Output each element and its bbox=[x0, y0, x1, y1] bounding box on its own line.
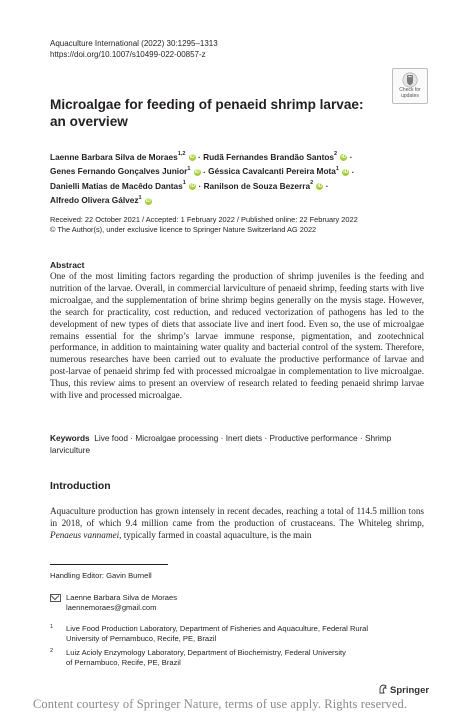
author-name: Rudã Fernandes Brandão Santos bbox=[203, 151, 335, 162]
author-separator: · bbox=[203, 166, 206, 177]
affiliation-number: 1 bbox=[50, 624, 54, 630]
springer-horse-icon bbox=[378, 684, 388, 694]
author-affiliation-mark: 1 bbox=[187, 165, 191, 172]
author-name: Alfredo Olivera Gálvez bbox=[50, 195, 139, 206]
affiliation-number: 2 bbox=[50, 648, 54, 654]
abstract-body: One of the most limiting factors regarding the production of shrimp juveniles is the feeding and nutrition of the larvae. Overall, in commercial larviculture of penaeid shrimp, feeding starts with live microalgae, and the supplementation of brine shrimp begins generally on the mysis stage. However, the search for practicality, cost reduction, and reduced vectorization of pathogens has led to the development of new types of diets that associate live and inert food. Even so, the use of microalgae remains essential for the shrimp’s larvae immune response, pigmentation, and zootechnical performance, in addition to maintaining water quality and bacterial control of the system. Therefore, numerous researches have been carried out to evaluate the productive performance of larvae and post-larvae of penaeid shrimp fed with processed microalgae in complementation to live microalgae. Thus, this review aims to present an overview of research related to feeding penaeid shrimp larvae with live and processed microalgae. bbox=[50, 271, 424, 401]
author-list bbox=[50, 149, 430, 207]
article-title bbox=[50, 97, 370, 130]
intro-text-cont: , typically farmed in coastal aquaculture, is the main bbox=[119, 529, 312, 540]
intro-text: Aquaculture production has grown intensely in recent decades, reaching a total of 114.5 million tons in 2018, of which 9.4 million came from the production of crustaceans. The Whiteleg shrimp, bbox=[50, 506, 424, 528]
journal-header bbox=[50, 39, 218, 60]
footnote-divider bbox=[50, 564, 168, 565]
doi-link[interactable]: https://doi.org/10.1007/s10499-022-00857-z bbox=[50, 49, 206, 59]
author[interactable] bbox=[50, 181, 196, 191]
author-name: Géssica Cavalcanti Pereira Mota bbox=[208, 166, 336, 177]
history-dates: Received: 22 October 2021 / Accepted: 1 February 2022 / Published online: 22 February 2022 bbox=[50, 215, 358, 224]
author-separator: · bbox=[351, 166, 355, 177]
contact-name: Laenne Barbara Silva de Moraes bbox=[66, 593, 178, 602]
affiliation-line: University of Pernambuco, Recife, PE, Brazil bbox=[66, 634, 217, 643]
author-line-4 bbox=[50, 193, 430, 208]
introduction-body bbox=[50, 506, 424, 542]
author-separator: · bbox=[198, 151, 201, 162]
title-line-2: an overview bbox=[50, 113, 128, 129]
copyright-line: © The Author(s), under exclusive licence to Springer Nature Switzerland AG 2022 bbox=[50, 225, 317, 234]
author-affiliation-mark: 2 bbox=[310, 180, 314, 187]
author-affiliation-mark: 1,2 bbox=[177, 151, 186, 157]
affiliation-line: Live Food Production Laboratory, Department of Fisheries and Aquaculture, Federal Rural bbox=[66, 624, 369, 633]
check-for-updates-icon bbox=[402, 72, 418, 88]
orcid-icon[interactable]: iD bbox=[190, 183, 196, 190]
introduction-heading: Introduction bbox=[50, 481, 111, 492]
badge-label-1: Check for bbox=[399, 87, 421, 93]
orcid-icon[interactable]: iD bbox=[343, 168, 349, 175]
author-affiliation-mark: 1 bbox=[138, 194, 142, 201]
courtesy-notice: Content courtesy of Springer Nature, terms of use apply. Rights reserved. bbox=[33, 697, 408, 711]
author-separator: · bbox=[325, 180, 329, 191]
author-line-1 bbox=[50, 149, 430, 164]
author-separator: · bbox=[198, 180, 202, 191]
author-name: Genes Fernando Gonçalves Junior bbox=[50, 166, 188, 177]
orcid-icon[interactable]: iD bbox=[341, 154, 347, 161]
mail-icon bbox=[50, 594, 61, 602]
author[interactable] bbox=[203, 152, 347, 162]
publisher-name: Springer bbox=[390, 685, 430, 696]
keywords-label: Keywords bbox=[50, 433, 90, 443]
orcid-icon[interactable]: iD bbox=[194, 168, 200, 175]
author-separator: · bbox=[349, 151, 353, 162]
author-affiliation-mark: 2 bbox=[334, 151, 338, 157]
author-name: Ranilson de Souza Bezerra bbox=[203, 180, 311, 191]
publication-dates bbox=[50, 215, 358, 235]
handling-editor: Handling Editor: Gavin Burnell bbox=[50, 571, 152, 580]
author[interactable] bbox=[50, 152, 196, 162]
check-for-updates-badge[interactable] bbox=[392, 68, 428, 104]
badge-label-2: updates bbox=[401, 92, 419, 99]
author-line-2 bbox=[50, 164, 430, 179]
affiliation-line: of Pernambuco, Recife, PE, Brazil bbox=[66, 658, 181, 667]
abstract-heading: Abstract bbox=[50, 260, 85, 270]
orcid-icon[interactable]: iD bbox=[145, 197, 151, 204]
author-name: Laenne Barbara Silva de Moraes bbox=[50, 151, 178, 162]
affiliation-line: Luiz Acioly Enzymology Laboratory, Department of Biochemistry, Federal University bbox=[66, 648, 346, 657]
title-line-1: Microalgae for feeding of penaeid shrimp larvae: bbox=[50, 97, 364, 112]
keywords-text: Live food · Microalgae processing · Inert diets · Productive performance · Shrimp larviculture bbox=[50, 433, 392, 455]
author[interactable] bbox=[208, 166, 349, 176]
springer-logo bbox=[378, 684, 429, 696]
author-affiliation-mark: 1 bbox=[335, 165, 339, 172]
contact-email[interactable]: laennemoraes@gmail.com bbox=[66, 603, 157, 612]
journal-citation: Aquaculture International (2022) 30:1295–1313 bbox=[50, 39, 218, 48]
author[interactable] bbox=[50, 166, 201, 176]
author-affiliation-mark: 1 bbox=[182, 180, 186, 187]
orcid-icon[interactable]: iD bbox=[189, 154, 195, 161]
species-name: Penaeus vannamei bbox=[50, 529, 120, 540]
author-name: Danielli Matias de Macêdo Dantas bbox=[50, 180, 183, 191]
author-line-3 bbox=[50, 178, 430, 193]
orcid-icon[interactable]: iD bbox=[317, 183, 323, 190]
author[interactable] bbox=[50, 195, 152, 205]
keywords bbox=[50, 433, 424, 457]
author[interactable] bbox=[204, 181, 324, 191]
